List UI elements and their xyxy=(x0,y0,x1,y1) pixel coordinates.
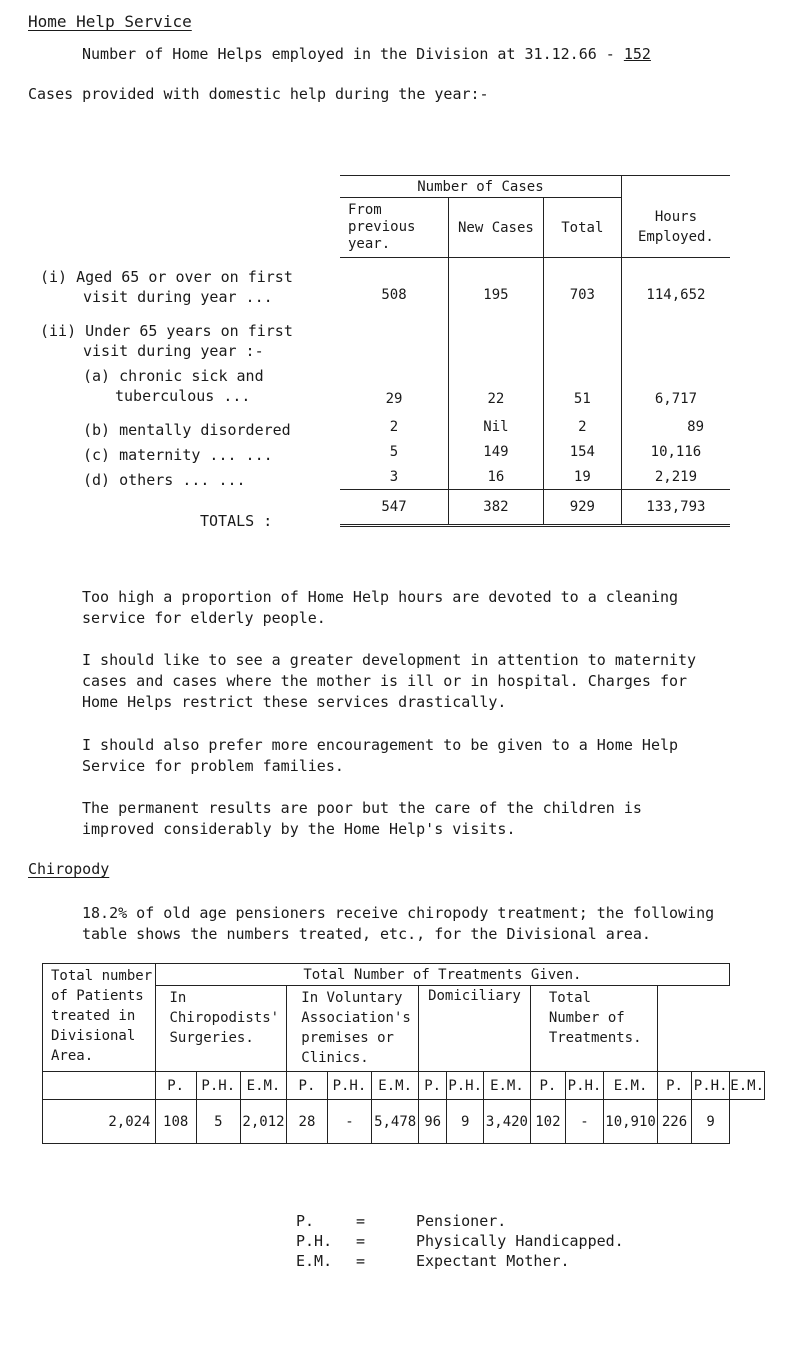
paragraph-cleaning xyxy=(82,587,742,629)
col-total-patients xyxy=(43,964,156,1072)
home-help-cases-table xyxy=(340,175,730,527)
cell-others-new: 16 xyxy=(449,465,544,490)
chiropody-intro xyxy=(82,903,742,945)
paragraph-line: Home Helps restrict these services drastically. xyxy=(82,693,507,711)
value-cell: 102 xyxy=(530,1100,565,1144)
paragraph-line: Too high a proportion of Home Help hours are devoted to a cleaning xyxy=(82,588,679,606)
sub-header-cell: P. xyxy=(530,1072,565,1100)
value-cell: 96 xyxy=(419,1100,447,1144)
employed-count: 152 xyxy=(623,45,651,63)
cell-aged-hours: 114,652 xyxy=(621,258,730,310)
sub-header-cell: P.H. xyxy=(196,1072,240,1100)
header-line: Area. xyxy=(51,1048,94,1064)
abbreviation-legend xyxy=(296,1211,624,1271)
cell-chronic-from: 29 xyxy=(385,390,403,407)
blank-cell xyxy=(621,176,730,198)
label-totals: TOTALS : xyxy=(200,512,273,530)
header-line: premises or xyxy=(301,1030,394,1046)
paragraph-line: 18.2% of old age pensioners receive chiropody treatment; the following xyxy=(82,904,715,922)
cases-intro: Cases provided with domestic help during the year:- xyxy=(28,85,489,103)
value-cell: 9 xyxy=(692,1100,730,1144)
cell-maternity-hours: 10,116 xyxy=(621,440,730,465)
label-mental: (b) mentally disordered xyxy=(83,421,291,439)
header-line: Total xyxy=(548,990,591,1006)
header-line: Treatments. xyxy=(548,1030,642,1046)
label-aged-1: (i) Aged 65 or over on first xyxy=(40,268,293,286)
col-domiciliary: Domiciliary xyxy=(419,986,531,1072)
value-cell: 9 xyxy=(447,1100,484,1144)
sub-header-cell: P. xyxy=(155,1072,196,1100)
cell-mental-hours: 89 xyxy=(621,415,730,440)
legend-meaning: Pensioner. xyxy=(416,1212,507,1230)
sub-header-cell: P.H. xyxy=(565,1072,603,1100)
label-aged-2: visit during year ... xyxy=(83,288,273,306)
header-line: Chiropodists' xyxy=(169,1010,280,1026)
col-total: Total xyxy=(543,198,621,258)
paragraph-line: Service for problem families. xyxy=(82,757,344,775)
header-line: In xyxy=(169,990,187,1006)
cell-mental-new: Nil xyxy=(449,415,544,440)
value-cell: - xyxy=(565,1100,603,1144)
paragraph-results xyxy=(82,798,742,840)
value-cell: 10,910 xyxy=(604,1100,658,1144)
legend-item: E.M. = Expectant Mother. xyxy=(296,1252,570,1270)
employed-text: Number of Home Helps employed in the Division at 31.12.66 - xyxy=(82,45,624,63)
header-line: of Patients xyxy=(51,988,144,1004)
value-cell: 226 xyxy=(658,1100,692,1144)
header-line: Divisional xyxy=(51,1028,136,1044)
paragraph-line: I should like to see a greater development in attention to maternity xyxy=(82,651,697,669)
legend-abbr: P.H. xyxy=(296,1232,333,1250)
sub-header-cell: P. xyxy=(658,1072,692,1100)
value-cell: 3,420 xyxy=(484,1100,531,1144)
cell-maternity-new: 149 xyxy=(449,440,544,465)
value-cell: 108 xyxy=(155,1100,196,1144)
paragraph-problem-families xyxy=(82,735,742,777)
paragraph-line: service for elderly people. xyxy=(82,609,326,627)
cell-others-hours: 2,219 xyxy=(621,465,730,490)
paragraph-line: table shows the numbers treated, etc., for the Divisional area. xyxy=(82,925,651,943)
sub-header-blank xyxy=(43,1072,156,1100)
value-cell: 2,024 xyxy=(43,1100,156,1144)
sub-header-cell: P. xyxy=(419,1072,447,1100)
cell-chronic-hours: 6,717 xyxy=(621,310,730,415)
sub-header-cell: P.H. xyxy=(447,1072,484,1100)
header-line: Total number xyxy=(51,968,153,984)
label-chronic-1: (a) chronic sick and xyxy=(83,367,264,385)
legend-meaning: Physically Handicapped. xyxy=(416,1232,624,1250)
paragraph-line: I should also prefer more encouragement to be given to a Home Help xyxy=(82,736,679,754)
sub-header-cell: E.M. xyxy=(730,1072,765,1100)
cell-aged-total: 703 xyxy=(543,258,621,310)
header-line: Association's xyxy=(301,1010,411,1026)
sub-header-cell: E.M. xyxy=(240,1072,287,1100)
col-total-treatments xyxy=(530,986,657,1072)
cell-maternity-from: 5 xyxy=(389,444,399,460)
label-under-1: (ii) Under 65 years on first xyxy=(40,322,293,340)
sub-header-cell: E.M. xyxy=(484,1072,531,1100)
cell-chronic-new: 22 xyxy=(449,310,544,415)
col-voluntary xyxy=(287,986,419,1072)
values-row xyxy=(43,1100,765,1144)
col-hours: Hours Employed. xyxy=(621,198,730,258)
treatments-group-header: Total Number of Treatments Given. xyxy=(155,964,730,986)
col-surgeries xyxy=(155,986,287,1072)
chiropody-heading: Chiropody xyxy=(28,860,110,878)
value-cell: 28 xyxy=(287,1100,327,1144)
cell-aged-from: 508 xyxy=(381,286,407,303)
cases-group-header: Number of Cases xyxy=(340,176,621,198)
header-line: In Voluntary xyxy=(301,990,403,1006)
cell-mental-from: 2 xyxy=(389,419,399,435)
cell-totals-total: 929 xyxy=(543,490,621,526)
header-line: treated in xyxy=(51,1008,136,1024)
header-line: Surgeries. xyxy=(169,1030,254,1046)
legend-abbr: P. xyxy=(296,1212,315,1230)
value-cell: 2,012 xyxy=(240,1100,287,1144)
col-from-previous: From previous year. xyxy=(340,198,449,258)
paragraph-maternity xyxy=(82,650,742,713)
cell-mental-total: 2 xyxy=(543,415,621,440)
cell-totals-hours: 133,793 xyxy=(621,490,730,526)
sub-header-cell: P.H. xyxy=(692,1072,730,1100)
sub-header-cell: E.M. xyxy=(604,1072,658,1100)
header-line: Number of xyxy=(548,1010,625,1026)
cell-totals-new: 382 xyxy=(449,490,544,526)
legend-meaning: Expectant Mother. xyxy=(416,1252,570,1270)
cell-chronic-total: 51 xyxy=(543,310,621,415)
legend-item: P.H. = Physically Handicapped. xyxy=(296,1232,624,1250)
chiropody-table xyxy=(42,963,765,1144)
col-new-cases: New Cases xyxy=(449,198,544,258)
paragraph-line: The permanent results are poor but the care of the children is xyxy=(82,799,642,817)
legend-item: P. = Pensioner. xyxy=(296,1212,507,1230)
value-cell: 5 xyxy=(196,1100,240,1144)
label-chronic-2: tuberculous ... xyxy=(115,387,251,405)
value-cell: 5,478 xyxy=(372,1100,419,1144)
sub-header-cell: P.H. xyxy=(327,1072,372,1100)
page-title: Home Help Service xyxy=(28,12,192,31)
sub-header-row xyxy=(43,1072,765,1100)
employed-line xyxy=(82,45,651,63)
header-line: Clinics. xyxy=(301,1050,369,1066)
cell-aged-new: 195 xyxy=(449,258,544,310)
label-under-2: visit during year :- xyxy=(83,342,264,360)
cell-others-total: 19 xyxy=(543,465,621,490)
cell-totals-from: 547 xyxy=(340,490,449,526)
paragraph-line: cases and cases where the mother is ill or in hospital. Charges for xyxy=(82,672,688,690)
sub-header-cell: E.M. xyxy=(372,1072,419,1100)
legend-abbr: E.M. xyxy=(296,1252,333,1270)
value-cell: - xyxy=(327,1100,372,1144)
cell-others-from: 3 xyxy=(340,465,449,490)
label-others: (d) others ... ... xyxy=(83,471,246,489)
paragraph-line: improved considerably by the Home Help's visits. xyxy=(82,820,516,838)
cell-maternity-total: 154 xyxy=(543,440,621,465)
sub-header-cell: P. xyxy=(287,1072,327,1100)
label-maternity: (c) maternity ... ... xyxy=(83,446,273,464)
